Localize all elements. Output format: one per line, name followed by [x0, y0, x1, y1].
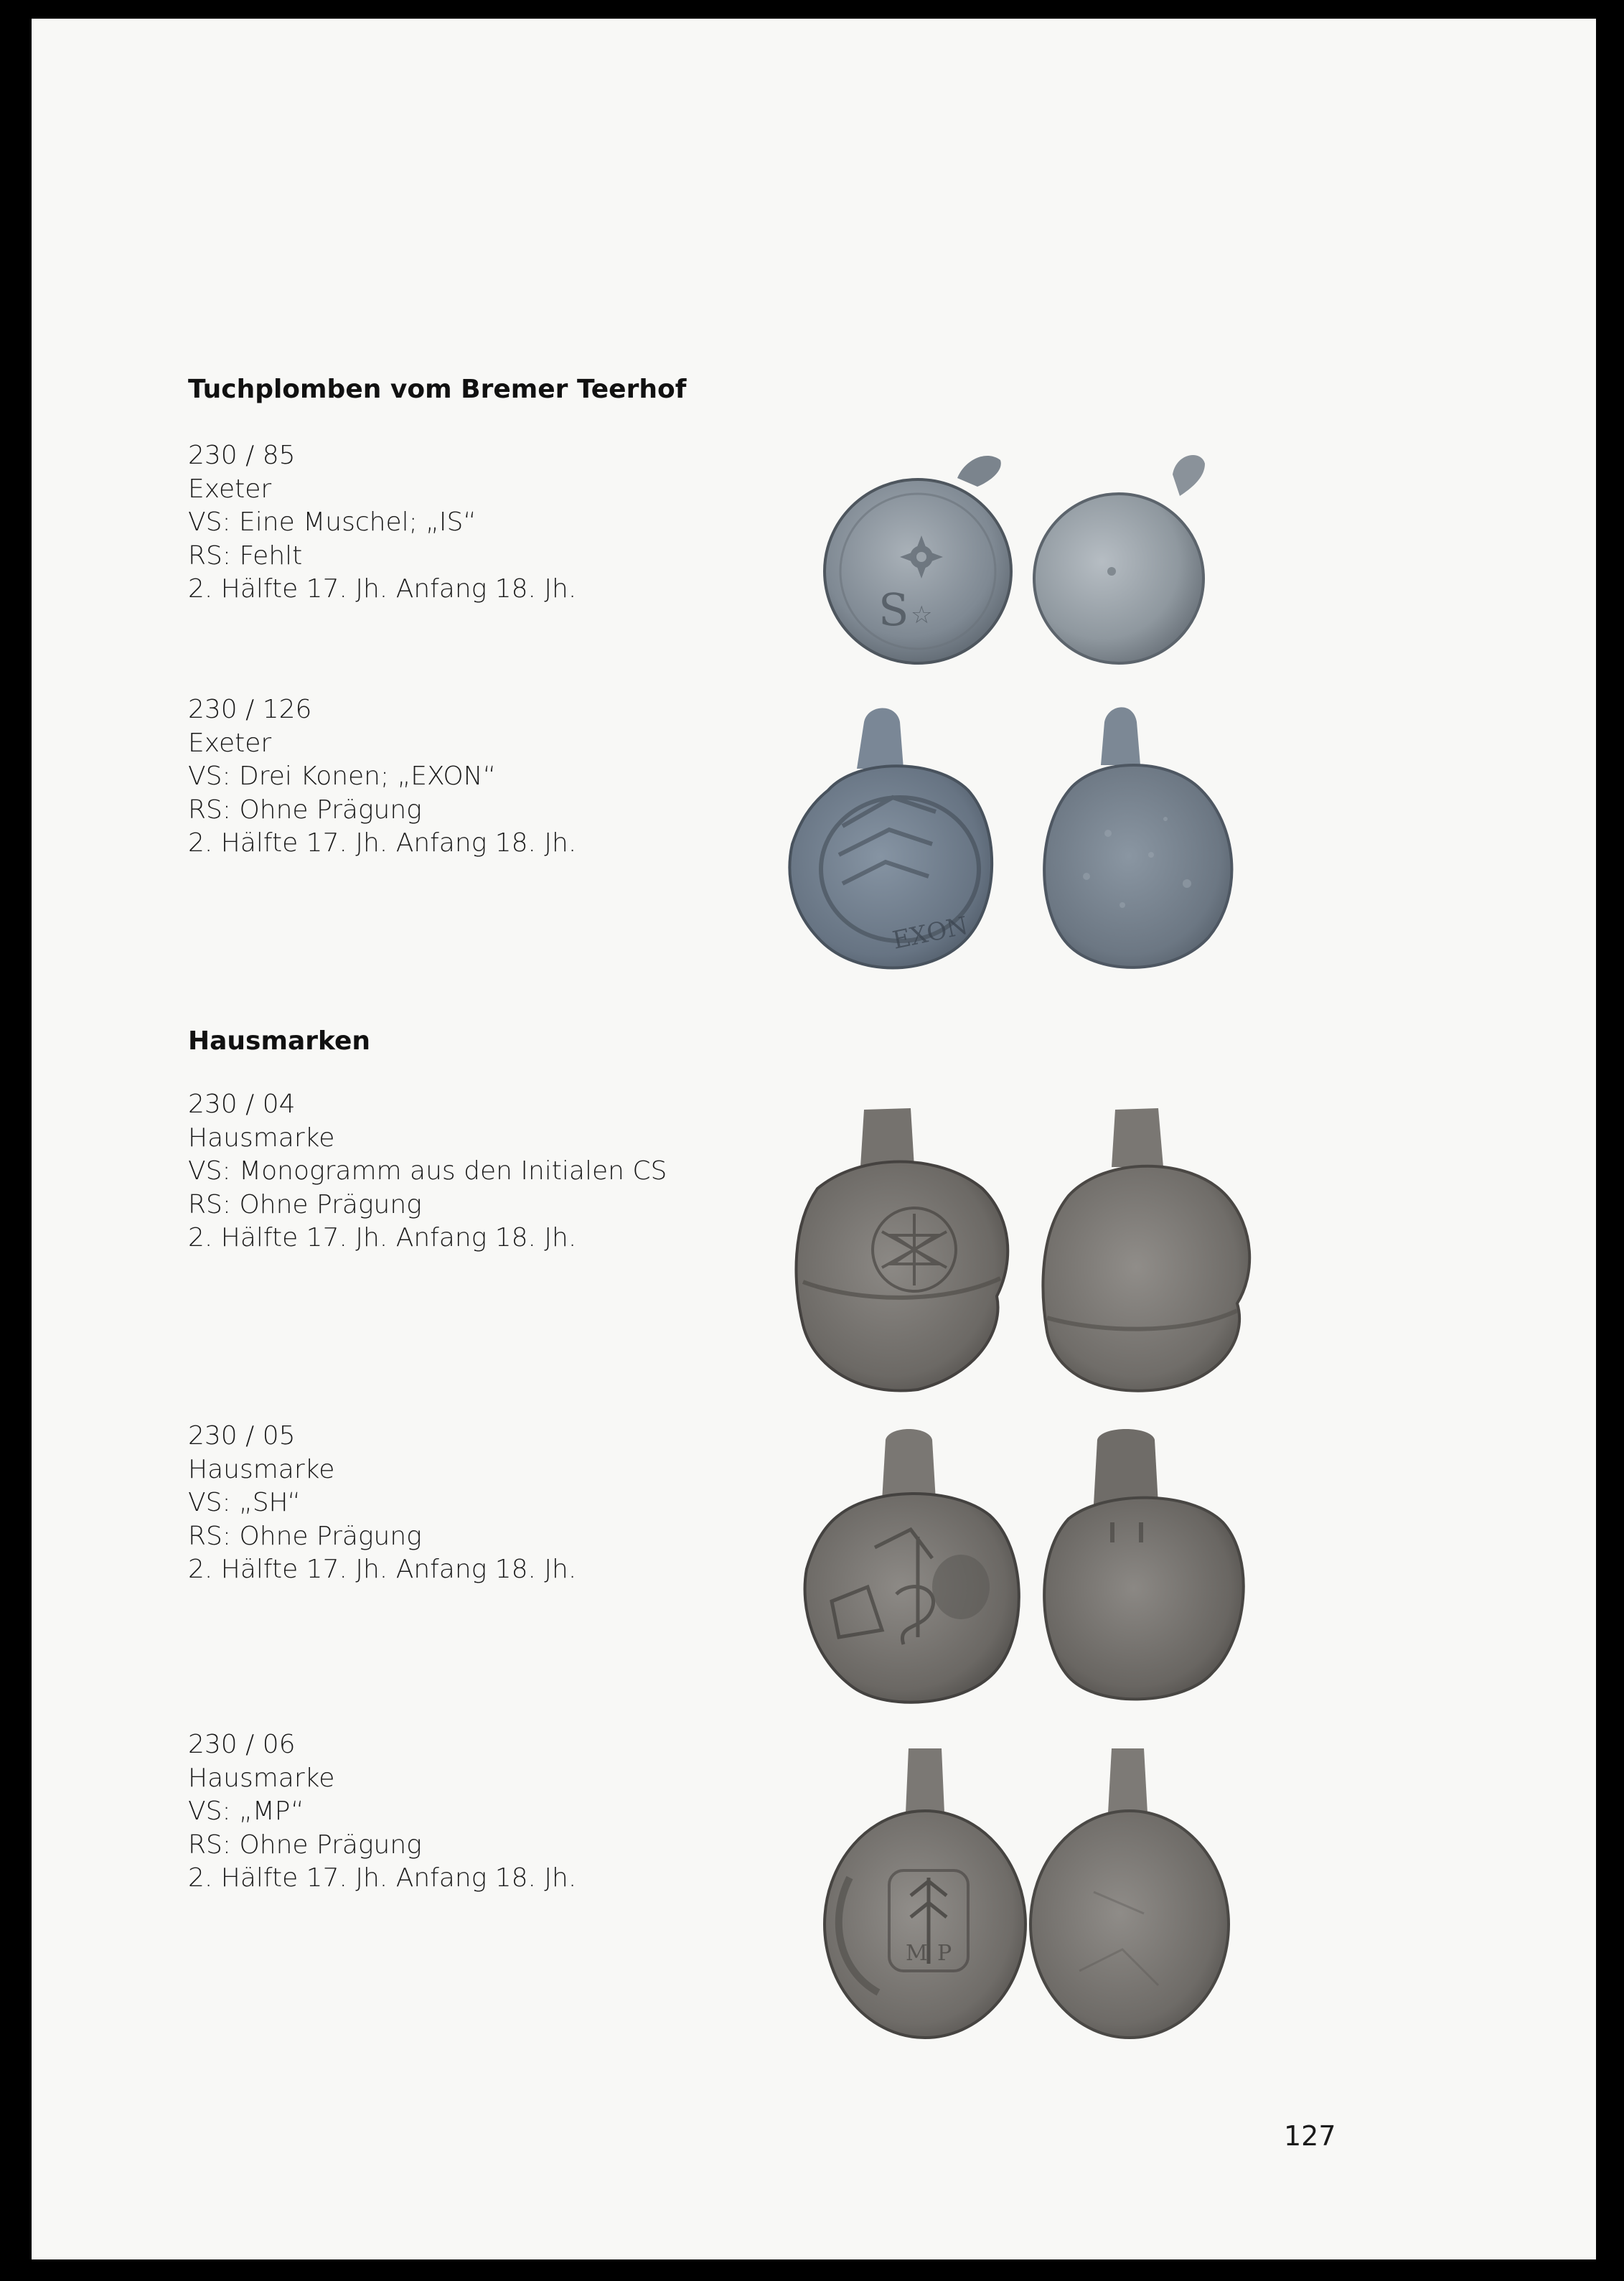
entry-obverse: VS: „MP“ [188, 1797, 304, 1826]
entry-reverse: RS: Ohne Prägung [188, 1830, 422, 1860]
seal-reverse [1044, 707, 1231, 968]
entry-number: 230 / 85 [188, 441, 296, 470]
entry-obverse: VS: Monogramm aus den Initialen CS [188, 1156, 667, 1186]
entry-number: 230 / 126 [188, 695, 312, 724]
entry-place: Exeter [188, 728, 272, 758]
svg-text:☆: ☆ [911, 601, 933, 629]
entry-number: 230 / 05 [188, 1421, 296, 1451]
entry-date: 2. Hälfte 17. Jh. Anfang 18. Jh. [188, 1223, 577, 1252]
seal-inscription-exon: EXON [890, 911, 971, 955]
entry-reverse: RS: Ohne Prägung [188, 1521, 422, 1551]
catalog-entry [188, 693, 576, 861]
seal-photo-230-126 [749, 690, 1280, 991]
entry-date: 2. Hälfte 17. Jh. Anfang 18. Jh. [188, 828, 577, 858]
seal-obverse [825, 456, 1011, 663]
entry-reverse: RS: Ohne Prägung [188, 795, 422, 825]
entry-number: 230 / 04 [188, 1090, 296, 1119]
entry-obverse: VS: „SH“ [188, 1488, 301, 1517]
seal-photo-230-04 [753, 1088, 1277, 1411]
seal-obverse [789, 708, 992, 968]
seal-photo-230-05 [760, 1422, 1262, 1723]
entry-reverse: RS: Ohne Prägung [188, 1189, 422, 1219]
section-title-tuchplomben: Tuchplomben vom Bremer Teerhof [188, 375, 687, 404]
seal-obverse [796, 1108, 1008, 1391]
seal-reverse [1043, 1108, 1249, 1391]
entry-date: 2. Hälfte 17. Jh. Anfang 18. Jh. [188, 1863, 577, 1893]
catalog-entry [188, 1728, 576, 1896]
entry-number: 230 / 06 [188, 1730, 296, 1759]
document-page [32, 19, 1596, 2259]
entry-reverse: RS: Fehlt [188, 540, 303, 571]
seal-obverse [805, 1429, 1019, 1702]
catalog-entry [188, 1420, 576, 1587]
catalog-entry [188, 1088, 667, 1255]
svg-text:P: P [937, 1941, 952, 1966]
svg-text:S: S [878, 584, 909, 636]
entry-place: Hausmarke [188, 1123, 335, 1153]
seal-photo-230-06 [785, 1734, 1244, 2050]
entry-place: Exeter [188, 474, 272, 504]
page-number: 127 [1284, 2120, 1336, 2152]
seal-photo-230-85 [785, 435, 1230, 686]
entry-obverse: VS: Drei Konen; „EXON“ [188, 762, 497, 791]
entry-date: 2. Hälfte 17. Jh. Anfang 18. Jh. [188, 1555, 577, 1584]
seal-reverse [1034, 455, 1205, 663]
seal-obverse [825, 1748, 1025, 2038]
seal-reverse [1031, 1748, 1229, 2038]
entry-obverse: VS: Eine Muschel; „IS“ [188, 507, 477, 537]
section-title-hausmarken: Hausmarken [188, 1026, 371, 1056]
entry-place: Hausmarke [188, 1763, 335, 1793]
entry-place: Hausmarke [188, 1454, 335, 1484]
entry-date: 2. Hälfte 17. Jh. Anfang 18. Jh. [188, 574, 577, 604]
svg-text:M: M [906, 1941, 928, 1966]
catalog-entry [188, 439, 576, 606]
seal-reverse [1044, 1429, 1244, 1699]
